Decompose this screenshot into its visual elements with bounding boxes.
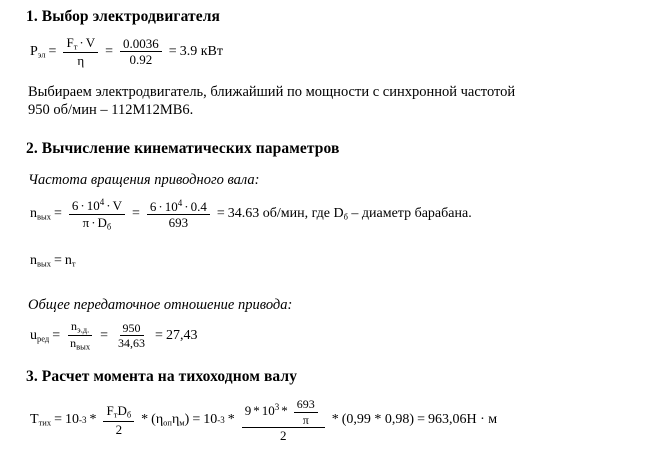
eq2-f1-num-dot2: ·	[106, 197, 111, 213]
eq1-result: 3.9 кВт	[179, 43, 223, 59]
eq5-eta-m-sub: м	[179, 417, 185, 428]
eq5-f2-num-a: 9	[244, 403, 252, 419]
eq2-lhs-sub: вых	[37, 211, 51, 222]
eq1-fraction-1	[63, 36, 98, 68]
eq2-f2-num-dot: ·	[158, 198, 163, 214]
eq5-lhs-sub: тих	[38, 417, 52, 428]
eq1-lhs	[30, 44, 46, 60]
eq2-frac2-denominator: 693	[168, 215, 189, 231]
eq2-result: 34.63 об/мин	[227, 206, 305, 222]
eq5-equals-1: =	[54, 412, 62, 428]
eq2-f1-num-a: 6	[71, 197, 79, 213]
eq5-star-3: *	[227, 412, 235, 428]
eq2-f1-den-b-sub: б	[106, 220, 112, 231]
eq2-f2-num-dot2: ·	[184, 198, 189, 214]
eq4-frac2-denominator: 34,63	[118, 336, 146, 351]
eq5-fraction-1	[103, 404, 134, 436]
eq5-frac1-denominator: 2	[115, 421, 123, 437]
eq5-eta-op-sub: оп	[163, 417, 172, 428]
eq5-lhs-base: T	[30, 412, 39, 428]
eq5-efficiency-group	[151, 412, 189, 428]
eq5-inner-num: 693	[294, 398, 318, 413]
eq4-f1-den-base: n	[70, 336, 77, 351]
eq1-frac1-num-a-sub: т	[73, 41, 78, 52]
eq1-equals-2: =	[105, 43, 114, 59]
eq2-f1-num-c: V	[112, 197, 122, 213]
eq1-frac1-num-a: F	[66, 35, 74, 50]
section-2-heading: 2. Вычисление кинематических параметров	[26, 140, 340, 157]
eq2-note-sub: б	[343, 211, 348, 222]
eq3-rhs	[65, 253, 76, 269]
eq4-lhs-sub: ред	[37, 333, 50, 344]
eq2-f1-den-b: D	[97, 214, 107, 230]
eq2-frac1-denominator	[80, 215, 115, 231]
eq1-frac2-denominator: 0.92	[129, 52, 153, 68]
eq2-f2-num-c: 0.4	[190, 198, 207, 214]
eq5-equals-3: =	[417, 412, 425, 428]
eq4-equals-1: =	[52, 327, 61, 343]
eq5-p2: 10	[203, 412, 218, 428]
eq5-fraction-2	[242, 398, 325, 443]
eq4-lhs-base: u	[30, 327, 37, 343]
eq5-p1: 10	[64, 412, 79, 428]
eq5-frac2-denominator: 2	[280, 428, 287, 444]
eq2-equals-2: =	[131, 206, 140, 222]
section-3-heading: 3. Расчет момента на тихоходном валу	[26, 368, 298, 385]
eq5-f2-num-dot: *	[253, 403, 260, 419]
eq5-f1-num-a: F	[106, 403, 114, 419]
eq4-lhs	[30, 328, 49, 344]
eq3-lhs-base: n	[30, 253, 37, 268]
eq4-frac2-numerator: 950	[120, 322, 144, 337]
eq3-equals: =	[53, 253, 62, 268]
eq5-f2-num-b: 10	[261, 403, 275, 419]
eq5-result: 963,06	[427, 412, 467, 428]
eq5-star-1: *	[89, 412, 97, 428]
eq2-note	[305, 206, 472, 222]
eq2-f1-num-dot: ·	[80, 197, 85, 213]
eq2-frac1-numerator	[69, 198, 125, 215]
eq5-paren-close: )	[184, 412, 190, 428]
eq2-f1-den-a: π	[82, 214, 90, 230]
eq2-f2-num-exp: 4	[177, 197, 183, 208]
eq1-equals-1: =	[48, 43, 57, 59]
eq3-lhs	[30, 253, 51, 269]
eq5-frac1-numerator	[103, 404, 134, 421]
eq4-fraction-2	[115, 322, 148, 350]
eq4-fraction-1	[67, 320, 93, 352]
eq2-f1-num-exp: 4	[99, 197, 105, 207]
section-1-heading: 1. Выбор электродвигателя	[26, 8, 220, 25]
eq2-f1-num-b: 10	[86, 197, 100, 213]
eq1-frac1-denominator: η	[77, 53, 85, 69]
eq2-f1-den-dot: ·	[91, 214, 96, 230]
equation-gear-ratio	[30, 320, 197, 352]
eq2-lhs	[30, 206, 51, 222]
equation-torque	[30, 398, 497, 443]
eq3-lhs-sub: вых	[37, 258, 51, 269]
eq5-lhs	[30, 412, 51, 428]
eq5-units: Н · м	[466, 412, 498, 428]
eq5-p1-exp: -3	[78, 415, 87, 426]
eq4-f1-den-sub: вых	[76, 341, 91, 352]
eq1-lhs-base: P	[30, 43, 38, 59]
equation-power	[30, 36, 223, 68]
eq5-star-4: *	[331, 412, 339, 428]
eq1-frac1-numerator	[63, 36, 98, 53]
eq5-frac2-numerator	[242, 398, 325, 428]
eq5-efficiency-values: (0,99 * 0,98)	[341, 412, 415, 428]
eq5-inner-den: π	[302, 412, 309, 427]
eq2-lhs-base: n	[30, 206, 37, 222]
eq2-frac2-numerator	[147, 199, 210, 216]
eq5-eta-m: η	[171, 412, 180, 428]
eq2-note-text: , где D	[304, 206, 344, 222]
eq5-f2-num-exp: 3	[274, 402, 280, 413]
eq5-star-2: *	[141, 412, 149, 428]
eq2-note-tail: – диаметр барабана.	[347, 206, 472, 222]
eq4-f1-num-base: n	[71, 319, 78, 333]
eq5-inner-fraction	[294, 398, 318, 426]
eq3-rhs-sub: т	[71, 258, 76, 269]
eq5-f2-num-star: *	[281, 403, 288, 419]
eq5-f1-num-a-sub: т	[113, 409, 118, 420]
eq5-paren-open: (η	[151, 412, 164, 428]
paragraph-line-2: 950 об/мин – 112М12МВ6.	[28, 101, 194, 118]
eq1-lhs-sub: эл	[37, 49, 46, 60]
eq5-p2-exp: -3	[217, 415, 225, 426]
paragraph-line-1: Выбираем электродвигатель, ближайший по мощности с синхронной частотой	[28, 84, 516, 100]
eq4-frac1-denominator	[67, 336, 93, 351]
eq1-frac1-num-dot: ·	[79, 35, 84, 50]
equation-speed-equality	[30, 253, 76, 269]
eq5-f1-num-b-sub: б	[126, 409, 132, 420]
eq2-fraction-2	[147, 199, 210, 230]
eq2-equals-1: =	[53, 206, 62, 222]
subheading-gear-ratio: Общее передаточное отношение привода:	[28, 297, 293, 313]
eq3-rhs-base: n	[64, 253, 72, 268]
equation-output-speed	[30, 198, 472, 231]
eq4-equals-3: =	[155, 327, 163, 343]
eq1-frac2-numerator: 0.0036	[120, 37, 162, 53]
eq4-result: 27,43	[165, 327, 198, 343]
paragraph-motor-selection	[28, 84, 648, 119]
eq5-f1-num-b: D	[117, 403, 127, 419]
eq4-frac1-numerator	[68, 320, 92, 336]
eq2-equals-3: =	[216, 206, 225, 222]
eq5-equals-2: =	[192, 412, 201, 428]
eq2-f2-num-b: 10	[164, 198, 178, 214]
eq2-fraction-1	[69, 198, 125, 231]
eq2-f2-num-a: 6	[149, 198, 157, 214]
subheading-shaft-speed: Частота вращения приводного вала:	[28, 172, 260, 188]
eq4-f1-num-sub: э.д.	[77, 324, 90, 335]
eq4-equals-2: =	[100, 327, 109, 343]
eq1-equals-3: =	[168, 43, 177, 59]
eq1-frac1-num-b: V	[85, 35, 96, 50]
eq1-fraction-2	[120, 37, 162, 67]
